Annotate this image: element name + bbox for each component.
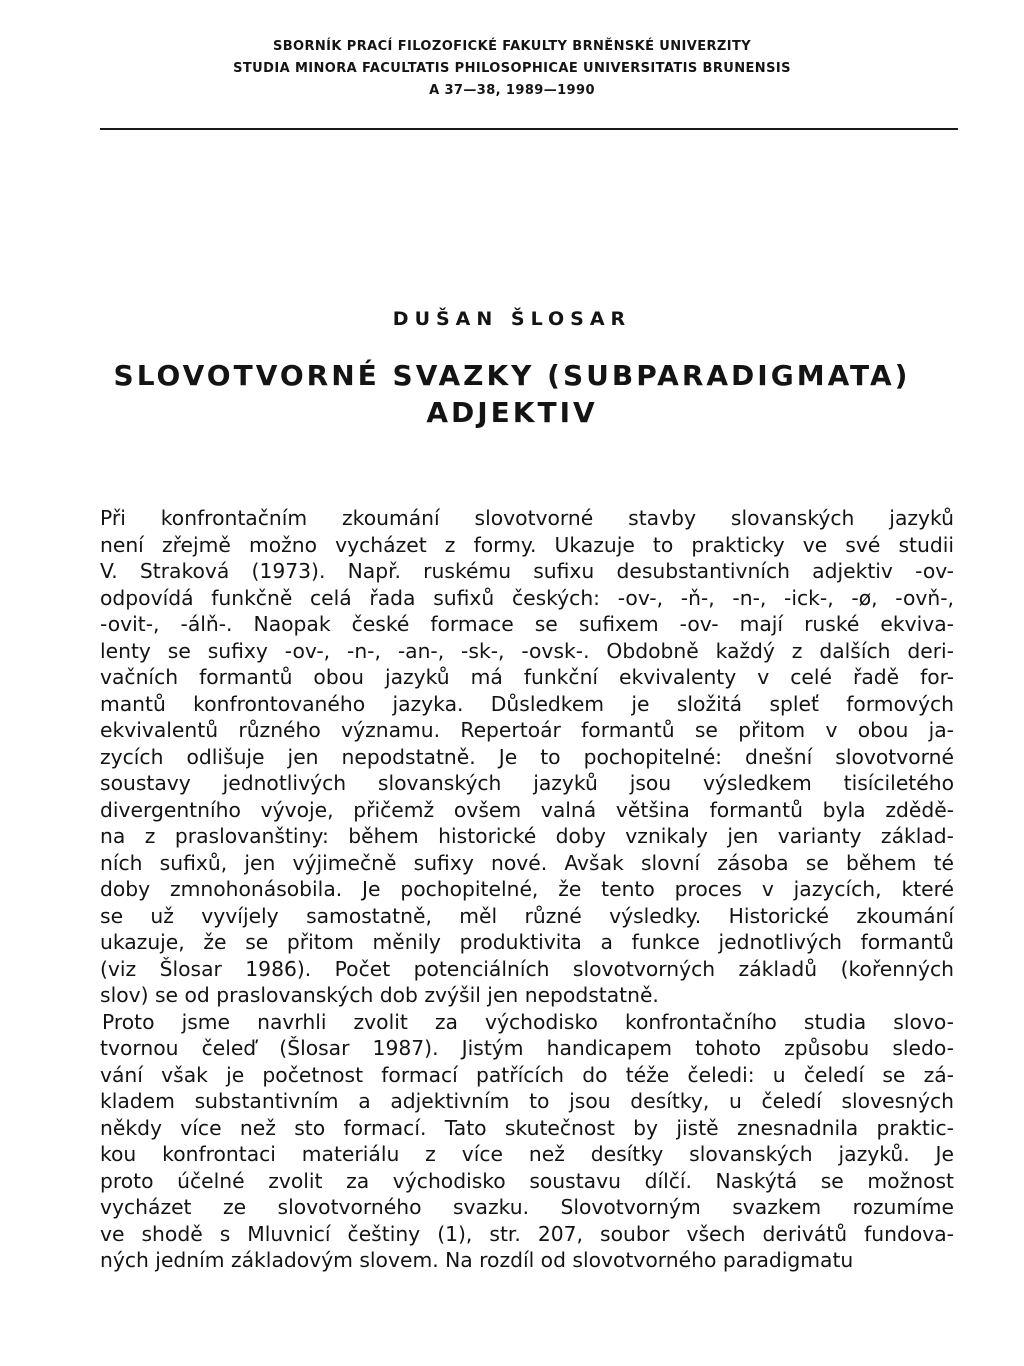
paragraph1-line: Při konfrontačním zkoumání slovotvorné stavby slovanských jazyků [100, 506, 954, 530]
paragraph2-line: vycházet ze slovotvorného svazku. Slovotvorným svazkem rozumíme [100, 1195, 954, 1219]
paragraph1-line: mantů konfrontovaného jazyka. Důsledkem je složitá spleť formových [100, 691, 954, 716]
paragraph1-line: se už vyvíjely samostatně, měl různé výsledky. Historické zkoumání [100, 903, 954, 928]
paragraph1-line: (viz Šlosar 1986). Počet potenciálních slovotvorných základů (kořenných [100, 956, 954, 981]
paragraph1-line: ních sufixů, jen výjimečně sufixy nové. Avšak slovní zásoba se během té [100, 850, 954, 875]
paragraph2-line: vání však je početnost formací patřících do téže čeledi: u čeledí se zá- [100, 1062, 954, 1087]
paragraph1-line: odpovídá funkčně celá řada sufixů českých: -ov-, -ň-, -n-, -ick-, -ø, -ovň-, [100, 585, 954, 610]
paragraph1-line: na z praslovanštiny: během historické doby vznikaly jen varianty základ- [100, 824, 954, 848]
paragraph1-line: zycích odlišuje jen nepodstatně. Je to pochopitelné: dnešní slovotvorné [100, 744, 954, 769]
paragraph1-line: není zřejmě možno vycházet z formy. Ukazuje to prakticky ve své studii [100, 532, 954, 557]
paragraph1-line: divergentního vývoje, přičemž ovšem valná většina formantů byla zdědě- [100, 797, 954, 822]
paragraph1-line: soustavy jednotlivých slovanských jazyků jsou výsledkem tisíciletého [100, 771, 954, 795]
paragraph2-line: tvornou čeleď (Šlosar 1987). Jistým handicapem tohoto způsobu sledo- [100, 1036, 954, 1060]
paragraph1-line: lenty se sufixy -ov-, -n-, -an-, -sk-, -ovsk-. Obdobně každý z dalších deri- [100, 638, 954, 663]
paragraph2-line: ve shodě s Mluvnicí češtiny (1), str. 207, soubor všech derivátů fundova- [100, 1221, 954, 1246]
paragraph2-line: Proto jsme navrhli zvolit za východisko konfrontačního studia slovo- [102, 1009, 954, 1034]
journal-header-volume: A 37—38, 1989—1990 [429, 83, 595, 98]
paragraph1-line: doby zmnohonásobila. Je pochopitelné, že tento proces v jazycích, které [100, 877, 954, 901]
paragraph-1 [100, 505, 954, 1009]
author-name: DUŠAN ŠLOSAR [392, 308, 632, 330]
paragraph1-line: ukazuje, že se přitom měnily produktivita a funkce jednotlivých formantů [100, 930, 954, 954]
paragraph1-line: slov) se od praslovanských dob zvýšil jen nepodstatně. [100, 983, 659, 1007]
paragraph1-line: V. Straková (1973). Např. ruskému sufixu desubstantivních adjektiv -ov- [100, 559, 954, 583]
paragraph-2 [100, 1009, 954, 1274]
paragraph2-line: proto účelné zvolit za východisko soustavu dílčí. Naskýtá se možnost [100, 1168, 954, 1193]
journal-header [0, 36, 1024, 102]
paragraph2-line: ných jedním základovým slovem. Na rozdíl od slovotvorného paradigmatu [100, 1248, 854, 1272]
journal-header-line2: STUDIA MINORA FACULTATIS PHILOSOPHICAE UNIVERSITATIS BRUNENSIS [233, 61, 791, 76]
paragraph2-line: kladem substantivním a adjektivním to jsou desítky, u čeledí slovesných [100, 1089, 954, 1113]
header-rule [100, 128, 958, 130]
article-body [100, 505, 954, 1274]
article-title-line2: ADJEKTIV [426, 396, 598, 429]
paragraph2-line: někdy více než sto formací. Tato skutečnost by jistě znesnadnila praktic- [100, 1115, 954, 1140]
paragraph1-line: ekvivalentů různého významu. Repertoár formantů se přitom v obou ja- [100, 718, 954, 742]
article-title-line1: SLOVOTVORNÉ SVAZKY (SUBPARADIGMATA) [113, 359, 911, 392]
paragraph1-line: vačních formantů obou jazyků má funkční ekvivalenty v celé řadě for- [100, 665, 954, 689]
paragraph2-line: kou konfrontaci materiálu z více než desítky slovanských jazyků. Je [100, 1142, 954, 1166]
paragraph1-line: -ovit-, -álň-. Naopak české formace se sufixem -ov- mají ruské ekviva- [100, 612, 954, 636]
journal-header-line1: SBORNÍK PRACÍ FILOZOFICKÉ FAKULTY BRNĚNSKÉ UNIVERZITY [272, 39, 752, 54]
article-title [0, 357, 1024, 431]
